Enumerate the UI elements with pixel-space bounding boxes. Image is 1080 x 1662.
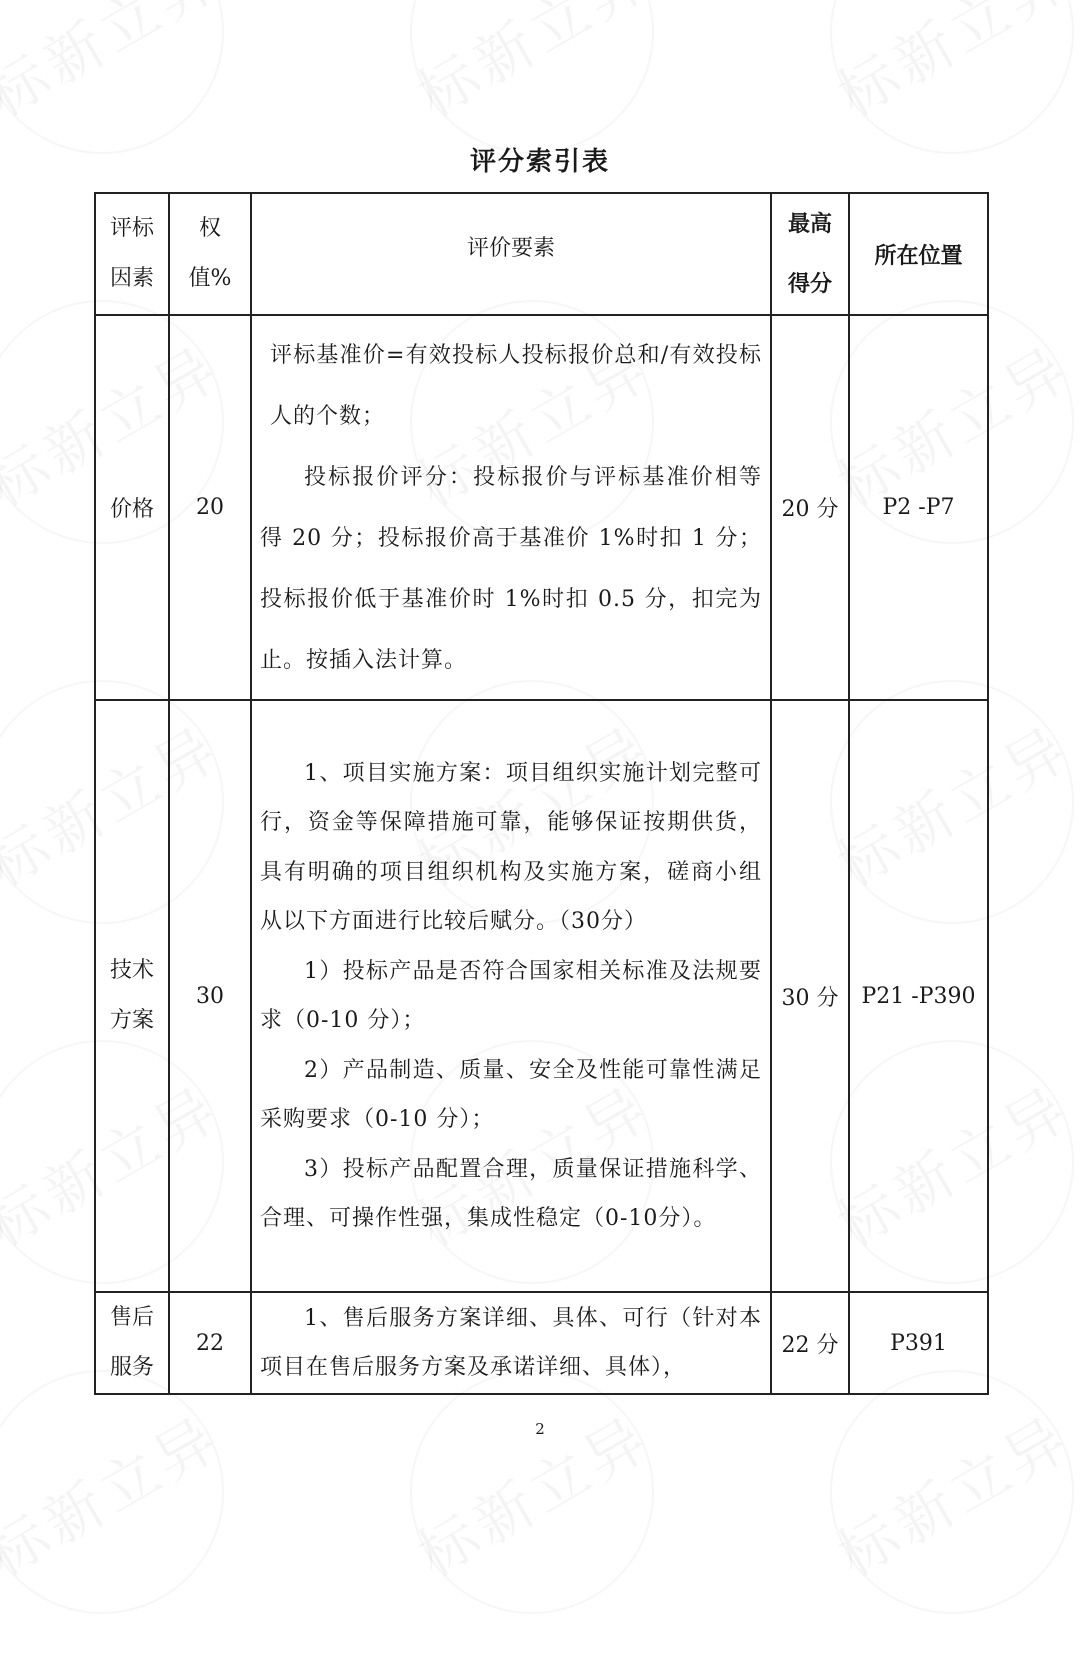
row-criteria: 1、项目实施方案：项目组织实施计划完整可行，资金等保障措施可靠，能够保证按期供货，具有明确的项目组织机构及实施方案，磋商小组从以下方面进行比较后赋分。（30分） 1）投标产品是否符合国家相关标准及法规要求（0-10 分）； 2）产品制造、质量、安全及性能可靠性满足采购要求（0-10 分）； 3）投标产品配置合理，质量保证措施科学、合理、可操作性强，集成性稳定（0-10分）。 [251, 700, 771, 1292]
row-factor: 售后 服务 [95, 1292, 169, 1394]
row-max-score: 22 分 [771, 1292, 849, 1394]
table-row [95, 1292, 988, 1394]
row-location: P21 -P390 [849, 700, 988, 1292]
row-factor: 价格 [95, 315, 169, 700]
header-max-score: 最高 得分 [771, 193, 849, 315]
header-factor: 评标 因素 [95, 193, 169, 315]
header-row [95, 193, 988, 315]
row-factor: 技术 方案 [95, 700, 169, 1292]
row-max-score: 30 分 [771, 700, 849, 1292]
row-location: P391 [849, 1292, 988, 1394]
table-row [95, 315, 988, 700]
row-weight: 22 [169, 1292, 251, 1394]
table-row [95, 700, 988, 1292]
row-weight: 20 [169, 315, 251, 700]
header-weight: 权 值% [169, 193, 251, 315]
header-criteria: 评价要素 [251, 193, 771, 315]
header-location: 所在位置 [849, 193, 988, 315]
row-location: P2 -P7 [849, 315, 988, 700]
page-title: 评分索引表 [469, 147, 610, 177]
page-number: 2 [535, 1420, 545, 1438]
row-criteria: 评标基准价=有效投标人投标报价总和/有效投标人的个数； 投标报价评分：投标报价与评标基准价相等得 20 分；投标报价高于基准价 1%时扣 1 分；投标报价低于基准价时 1%时扣 0.5 分，扣完为止。按插入法计算。 [251, 315, 771, 700]
row-max-score: 20 分 [771, 315, 849, 700]
row-weight: 30 [169, 700, 251, 1292]
scoring-index-table [94, 192, 989, 1395]
row-criteria: 1、售后服务方案详细、具体、可行（针对本项目在售后服务方案及承诺详细、具体）， [251, 1292, 771, 1394]
